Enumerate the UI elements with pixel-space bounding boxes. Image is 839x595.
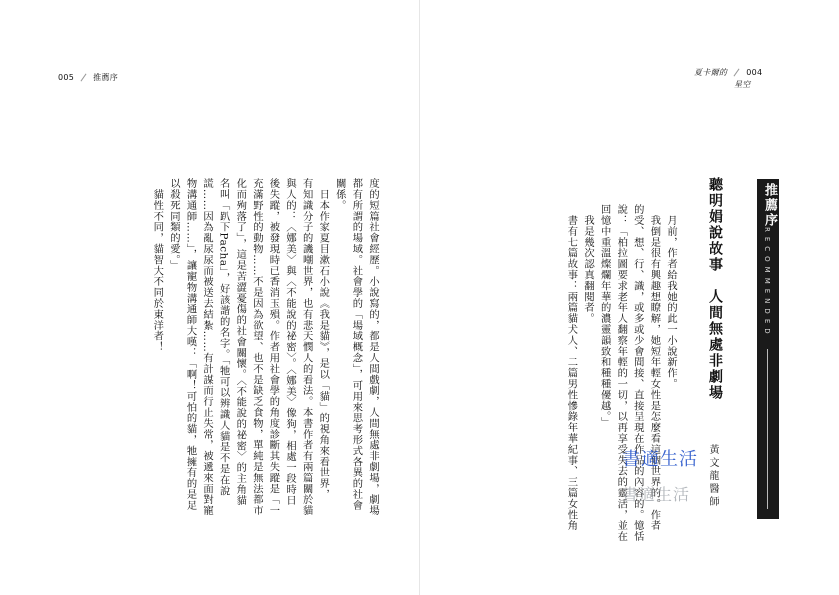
author-name: 黃文龍醫師 xyxy=(707,444,718,509)
chapter-heading: 聽明娟說故事 人間無處非劇場 xyxy=(707,177,723,401)
page-gutter xyxy=(419,0,420,595)
left-page-number: 005 xyxy=(58,73,75,82)
watermark-logo: 書適生活 xyxy=(622,449,698,470)
text-line: 我倒是很有興趣想瞭解，她短年輕女性是怎麼看這個世界的。作者 xyxy=(648,204,661,531)
right-running-head xyxy=(694,67,763,89)
text-line: 的受、想、行、識，或多或少會間接、直接呈現在作品的內容的。憶恬 xyxy=(631,204,644,542)
section-label: 推薦序 xyxy=(762,183,777,228)
section-tab xyxy=(757,179,779,519)
text-line: 日本作家夏目漱石小說《我是貓》，是以「貓」的視角來看世界， xyxy=(317,178,330,500)
text-line: 後失蹤，被發現時已香消玉殞。作者用社會學的角度診斷其失蹤是「一 xyxy=(267,178,280,516)
text-line: 充滿野性的動物……不是因為欲望、也不是缺乏食物，單純是無法都市 xyxy=(250,178,263,516)
folio-divider xyxy=(81,73,87,81)
left-running-head-text: 推薦序 xyxy=(93,73,119,82)
tab-rule xyxy=(767,349,768,509)
running-head-book-title: 夏卡爾的 xyxy=(694,68,728,77)
running-head-book-subtitle: 星空 xyxy=(734,80,751,89)
text-line: 化而殉落了」，這是苦澀憂傷的社會關懷。〈不能說的祕密〉的主角貓 xyxy=(234,178,247,506)
left-body-text xyxy=(149,178,381,518)
watermark-logo: 書適生活 xyxy=(622,485,691,504)
left-running-head xyxy=(58,72,118,83)
text-line: 貓性不同，貓智大不同於東洋者！ xyxy=(151,178,164,353)
text-line: 度的短篇社會經歷。小說寫的，都是人間戲劇，人間無處非劇場，劇場 xyxy=(367,178,379,516)
text-line: 名叫「趴下Pacha」，好該諧的名字。「牠可以辨識人貓是不是在說 xyxy=(217,178,230,497)
text-line: 與人的：〈娜美〉與〈不能說的祕密〉。〈娜美〉像狗，相處一段時日 xyxy=(284,178,297,506)
section-label-en: RECOMMENDED xyxy=(763,227,771,339)
folio-divider xyxy=(734,68,740,76)
text-line: 我是幾次認真翻閱者。 xyxy=(582,204,595,324)
text-line: 以殺死同類的愛。」 xyxy=(167,178,180,271)
text-line: 月前，作者給我她的此一小說新作。 xyxy=(665,204,677,390)
text-line: 謊……因為亂尿尿而被送去結紮……有計謀而行止失常，被遞來面對寵 xyxy=(201,178,214,516)
text-line: 回憶中重溫燦爛年華的濃靈韻致和種種優越。」 xyxy=(598,204,611,428)
text-line: 說：「柏拉圖要求老年人翻察年輕的一切，以再享受失去的靈活，並在 xyxy=(615,204,628,542)
text-line: 關係。 xyxy=(333,178,346,211)
text-line: 書有七篇故事：兩篇貓犬人、二篇男性慘錄年華紀事、三篇女性角 xyxy=(565,204,578,531)
text-line: 有知識分子的譏嘲世界，也有悲天憫人的看法。本書作者有兩篇關於貓 xyxy=(300,178,313,516)
text-line: 物溝通師……」，讓寵物溝通師大嘆：「啊！可怕的貓，牠擁有的是足 xyxy=(184,178,197,511)
text-line: 都有所謂的場域。社會學的「場域概念」，可用來思考形式各異的社會 xyxy=(350,178,363,511)
right-page-number: 004 xyxy=(746,68,763,77)
